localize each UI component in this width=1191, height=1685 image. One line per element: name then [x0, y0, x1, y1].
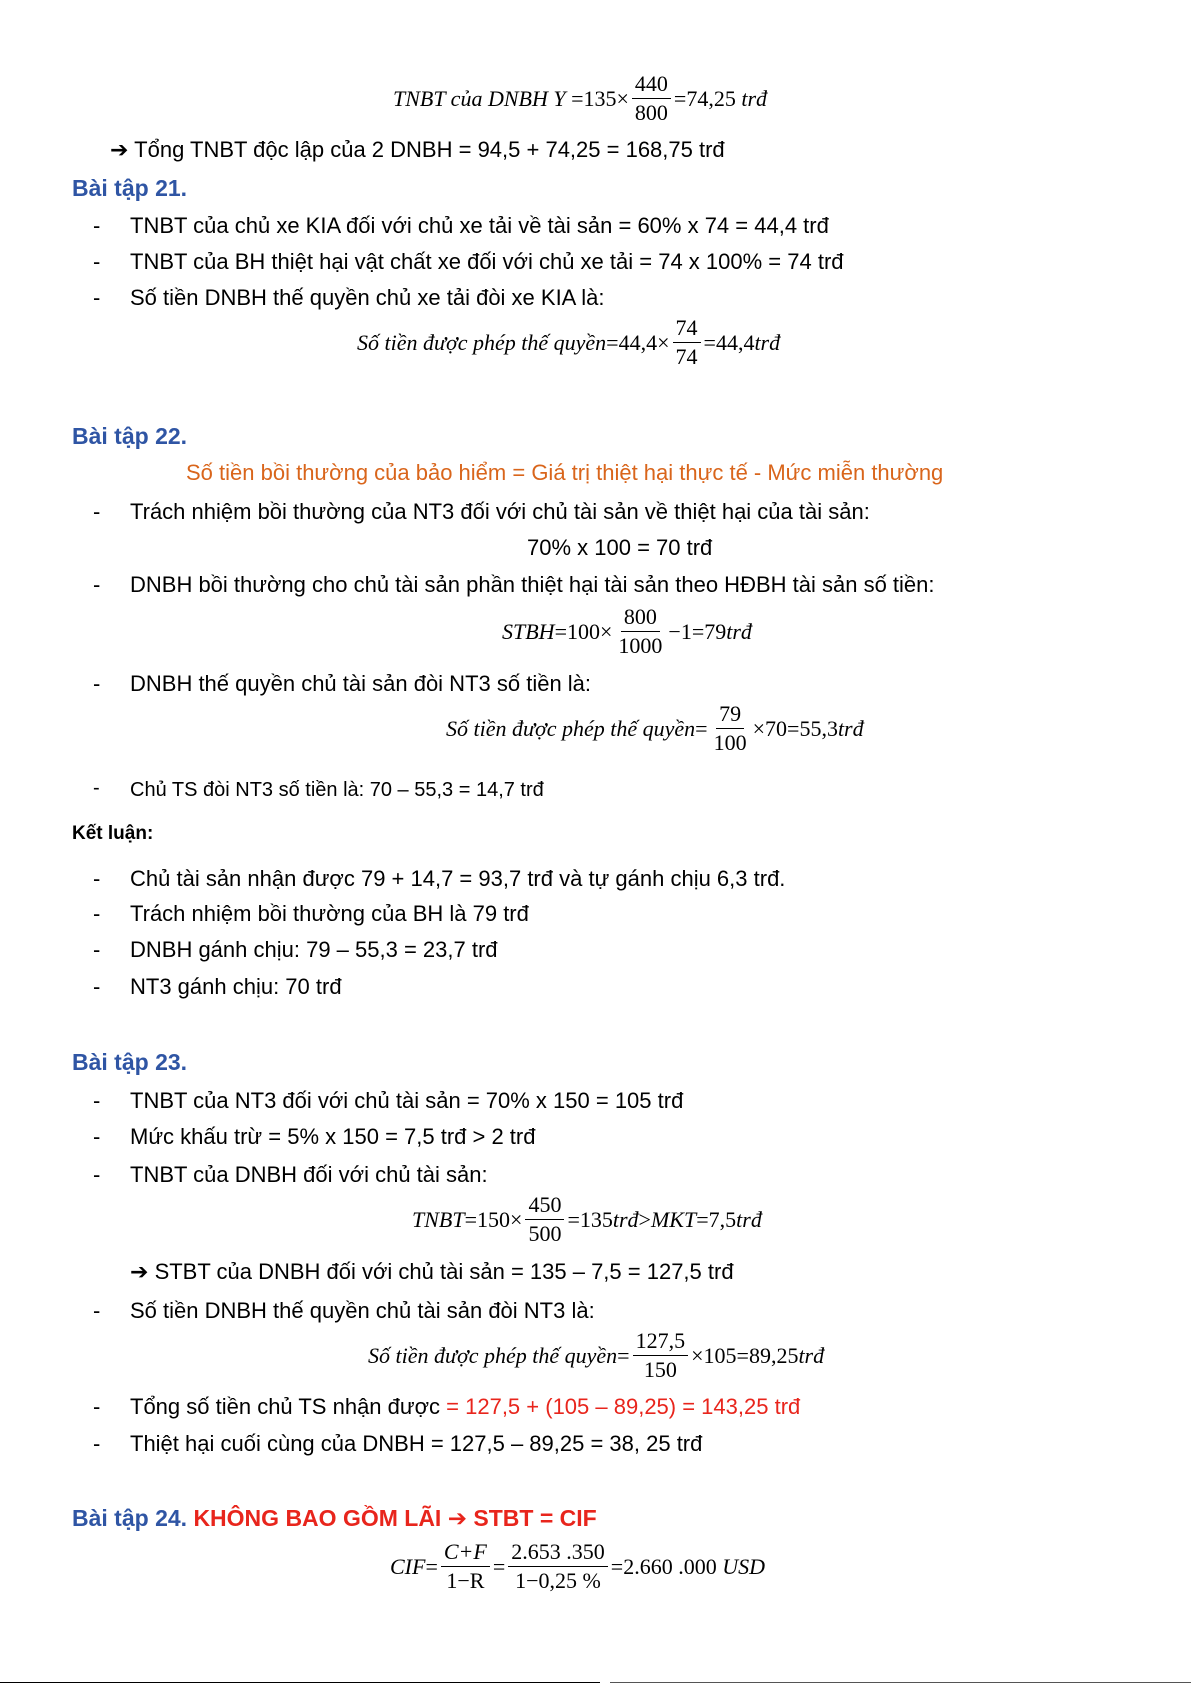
heading-bt21: Bài tập 21. — [72, 175, 188, 201]
dash-bullet: - — [93, 1431, 101, 1456]
formula-bt23-tnbt: TNBT = 150 × $\frac{450}{500}$ = 135 trđ > MKT = 7,5 trđ — [412, 1192, 762, 1246]
numerator: 2.653 .350 — [508, 1540, 608, 1567]
formula-lhs: STBH — [502, 618, 555, 644]
denominator: 1−R — [446, 1568, 485, 1593]
denominator: 150 — [643, 1357, 677, 1382]
formula-lhs: TNBT — [412, 1206, 465, 1232]
denominator: 500 — [528, 1221, 562, 1246]
bt21-item-3: Số tiền DNBH thế quyền chủ xe tải đòi xe KIA là: — [130, 285, 605, 310]
bt21-item-2: TNBT của BH thiệt hại vật chất xe đối với chủ xe tải = 74 x 100% = 74 trđ — [130, 249, 844, 274]
fraction — [633, 1329, 689, 1382]
formula-lhs: TNBT của DNBH Y — [393, 85, 566, 111]
formula-lhs: Số tiền được phép thế quyền — [446, 715, 696, 741]
heading-bt24-red: KHÔNG BAO GỒM LÃI — [193, 1505, 442, 1531]
bt23-item-5-text: Tổng số tiền chủ TS nhận được — [130, 1394, 447, 1419]
bt22-calc-1: 70% x 100 = 70 trđ — [527, 535, 713, 560]
bt22-item-2: DNBH bồi thường cho chủ tài sản phần thiệt hại tài sản theo HĐBH tài sản số tiền: — [130, 572, 935, 597]
bt23-item-4: Số tiền DNBH thế quyền chủ tài sản đòi NT3 là: — [130, 1298, 595, 1323]
dash-bullet: - — [93, 285, 101, 310]
dash-bullet: - — [93, 249, 101, 274]
dash-bullet: - — [93, 1162, 101, 1187]
stbt-line — [130, 1259, 734, 1285]
formula-factor: 70 — [765, 715, 788, 741]
conclusion-2: Trách nhiệm bồi thường của BH là 79 trđ — [130, 901, 529, 926]
formula-result: 79 — [704, 618, 727, 644]
fraction — [615, 605, 665, 658]
right-arrow-icon: ➔ — [110, 137, 129, 162]
formula-unit: USD — [722, 1553, 765, 1579]
bt23-item-1: TNBT của NT3 đối với chủ tài sản = 70% x 150 = 105 trđ — [130, 1088, 684, 1113]
numerator: 440 — [632, 72, 671, 99]
bt22-item-1: Trách nhiệm bồi thường của NT3 đối với chủ tài sản về thiệt hại của tài sản: — [130, 499, 870, 524]
fraction — [711, 702, 750, 755]
fraction — [525, 1193, 564, 1246]
formula-factor: 150 — [477, 1206, 511, 1232]
fraction — [632, 72, 671, 125]
total-text: Tổng TNBT độc lập của 2 DNBH = 94,5 + 74,25 = 168,75 trđ — [134, 137, 725, 162]
conclusion-label: Kết luận: — [72, 823, 154, 844]
formula-unit: trđ — [837, 715, 864, 741]
bt22-rule: Số tiền bồi thường của bảo hiểm = Giá trị thiệt hại thực tế - Mức miễn thường — [186, 460, 944, 485]
formula-factor: 44,4 — [618, 329, 658, 355]
conclusion-1: Chủ tài sản nhận được 79 + 14,7 = 93,7 trđ và tự gánh chịu 6,3 trđ. — [130, 866, 786, 891]
formula-result: 89,25 — [748, 1342, 799, 1368]
bt23-item-2: Mức khấu trừ = 5% x 150 = 7,5 trđ > 2 trđ — [130, 1124, 536, 1149]
formula-bt23-tq: Số tiền được phép thế quyền = $\frac{127,5}{150}$ × 105 = 89,25 trđ — [368, 1328, 825, 1382]
formula-result: 55,3 — [799, 715, 838, 741]
bt23-item-3: TNBT của DNBH đối với chủ tài sản: — [130, 1162, 488, 1187]
formula-unit: trđ — [612, 1206, 639, 1232]
numerator: 79 — [716, 702, 744, 729]
heading-bt24 — [72, 1505, 597, 1532]
right-arrow-icon: ➔ — [130, 1259, 149, 1284]
numerator: 450 — [525, 1193, 564, 1220]
numerator: 74 — [673, 316, 701, 343]
dash-bullet: - — [93, 499, 101, 524]
formula-result: 74,25 — [686, 85, 736, 111]
numerator: 127,5 — [633, 1329, 689, 1356]
denominator: 800 — [634, 100, 668, 125]
bt23-item-5 — [130, 1394, 800, 1420]
formula-result: 135 — [579, 1206, 613, 1232]
conclusion-3: DNBH gánh chịu: 79 – 55,3 = 23,7 trđ — [130, 937, 498, 962]
stbt-text: STBT của DNBH đối với chủ tài sản = 135 – 7,5 = 127,5 trđ — [154, 1259, 734, 1284]
dash-bullet: - — [93, 866, 101, 891]
conclusion-4: NT3 gánh chịu: 70 trđ — [130, 974, 342, 999]
formula-result: 2.660 .000 — [623, 1553, 717, 1579]
heading-bt23: Bài tập 23. — [72, 1049, 188, 1075]
dash-bullet: - — [93, 974, 101, 999]
dash-bullet: - — [93, 1088, 101, 1113]
bt22-item-3: DNBH thế quyền chủ tài sản đòi NT3 số tiền là: — [130, 671, 592, 696]
formula-cif: CIF = $\frac{C+F}{1-R}$ = $\frac{2.653 .350}{1-0,25 \%}$ = 2.660 .000 USD — [390, 1539, 765, 1593]
formula-stbh: STBH = 100 × $\frac{800}{1000}$ − 1 = 79 trđ — [502, 604, 752, 658]
dash-bullet: - — [93, 1124, 101, 1149]
bt23-item-6: Thiệt hại cuối cùng của DNBH = 127,5 – 89,25 = 38, 25 trđ — [130, 1431, 703, 1456]
bt22-item-4: Chủ TS đòi NT3 số tiền là: 70 – 55,3 = 14,7 trđ — [130, 779, 544, 801]
dash-bullet: - — [93, 937, 101, 962]
denominator: 1−0,25 % — [515, 1568, 601, 1593]
numerator: C+F — [441, 1540, 490, 1567]
formula-unit: trđ — [741, 85, 768, 111]
fraction — [441, 1540, 490, 1593]
bt23-item-5-red: = 127,5 + (105 – 89,25) = 143,25 trđ — [446, 1394, 801, 1419]
heading-bt22: Bài tập 22. — [72, 423, 188, 449]
dash-bullet: - — [93, 901, 101, 926]
formula-unit: trđ — [798, 1342, 825, 1368]
formula-tnbt-y: TNBT của DNBH Y = 135 × $\frac{440}{800}$ = 74,25 trđ — [393, 71, 768, 125]
formula-unit: trđ — [736, 1206, 762, 1232]
formula-mkt-label: MKT — [650, 1206, 697, 1232]
formula-bt21: Số tiền được phép thế quyền = 44,4 × $\frac{74}{74}$ = 44,4 trđ — [357, 315, 781, 369]
formula-result: 44,4 — [715, 329, 755, 355]
formula-factor: 105 — [703, 1342, 737, 1368]
numerator: 800 — [621, 605, 660, 632]
denominator: 100 — [713, 730, 747, 755]
denominator: 1000 — [618, 633, 663, 658]
formula-factor: 100 — [566, 618, 600, 644]
bottom-divider — [0, 1682, 600, 1683]
formula-lhs: Số tiền được phép thế quyền — [368, 1342, 618, 1368]
dash-bullet: - — [93, 213, 101, 238]
right-arrow-icon: ➔ — [447, 1505, 467, 1531]
dash-bullet: - — [93, 777, 100, 799]
formula-bt22-tq: Số tiền được phép thế quyền = $\frac{79}{100}$ × 70 = 55,3 trđ — [446, 701, 864, 755]
dash-bullet: - — [93, 1298, 101, 1323]
dash-bullet: - — [93, 671, 101, 696]
dash-bullet: - — [93, 1394, 101, 1419]
fraction — [508, 1540, 608, 1593]
heading-bt24-label: Bài tập 24. — [72, 1505, 188, 1531]
formula-mkt-value: 7,5 — [708, 1206, 737, 1232]
formula-lhs: Số tiền được phép thế quyền — [357, 329, 607, 355]
formula-minus: 1 — [680, 618, 692, 644]
heading-bt24-red2: STBT = CIF — [473, 1505, 597, 1531]
bottom-divider — [610, 1682, 1191, 1683]
formula-lhs: CIF — [390, 1553, 426, 1579]
denominator: 74 — [675, 344, 698, 369]
bt21-item-1: TNBT của chủ xe KIA đối với chủ xe tải về tài sản = 60% x 74 = 44,4 trđ — [130, 213, 829, 238]
formula-unit: trđ — [754, 329, 781, 355]
fraction — [673, 316, 701, 369]
formula-factor: 135 — [583, 85, 617, 111]
formula-unit: trđ — [726, 618, 752, 644]
total-line — [110, 137, 725, 163]
dash-bullet: - — [93, 572, 101, 597]
